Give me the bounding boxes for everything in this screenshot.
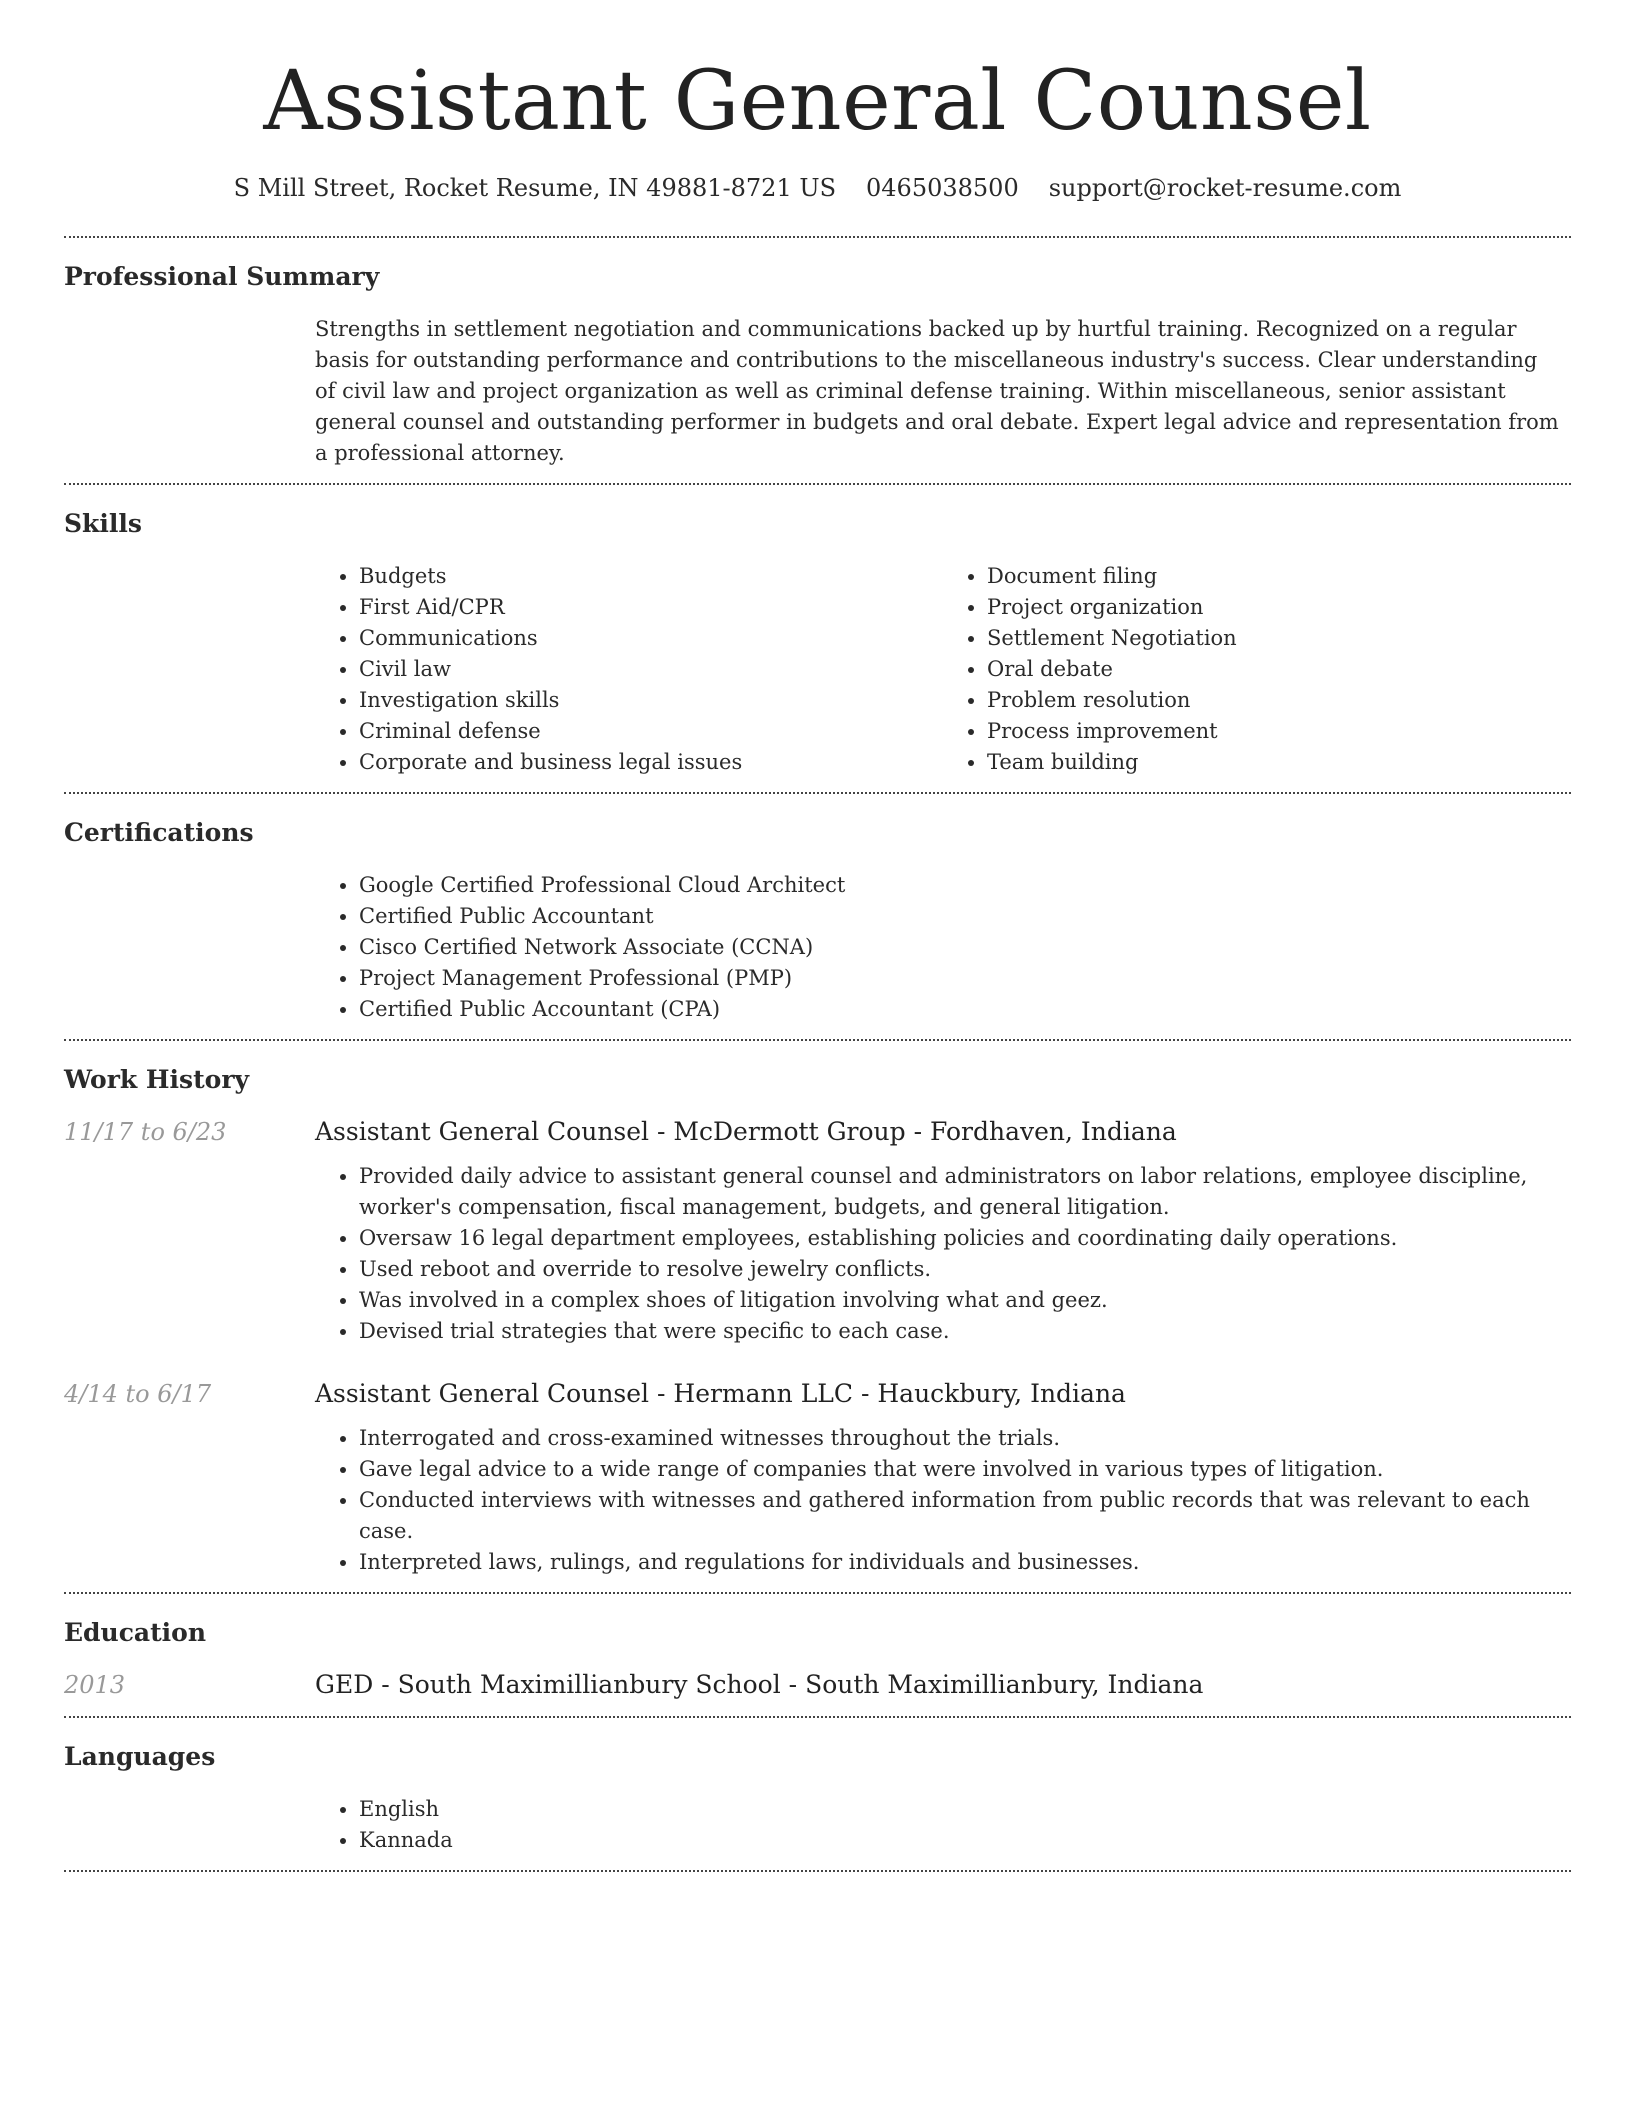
job-bullets	[315, 1423, 1571, 1578]
skills-section	[64, 485, 1571, 792]
work-history-section	[64, 1041, 1571, 1592]
section-title-skills: Skills	[64, 509, 142, 538]
skills-list-right	[943, 561, 1571, 778]
certifications-list	[315, 870, 1571, 1025]
certifications-section	[64, 794, 1571, 1039]
job-bullet: • Was involved in a complex shoes of litigation involving what and geez.	[359, 1285, 1571, 1316]
job-bullet: • Interrogated and cross-examined witnesses throughout the trials.	[359, 1423, 1571, 1454]
contact-line	[64, 172, 1571, 204]
summary-text: Strengths in settlement negotiation and communications backed up by hurtful training. Recognized on a regular basis for outstanding performance and contributions to the miscellaneous industry's success. Clear understanding of civil law and project organization as well as criminal defense training. Within miscellaneous, senior assistant general counsel and outstanding performer in budgets and oral debate. Expert legal advice and representation from a professional attorney.	[315, 317, 1559, 465]
job-dates: 4/14 to 6/17	[64, 1380, 212, 1408]
languages-section	[64, 1718, 1571, 1870]
job-bullet: • Conducted interviews with witnesses and gathered information from public records that was relevant to each case.	[359, 1485, 1571, 1547]
language-item: • Kannada	[359, 1825, 1571, 1856]
education-entry	[64, 1668, 1571, 1702]
resume-page	[64, 0, 1571, 1872]
skills-list-left	[315, 561, 943, 778]
skill-item: • Settlement Negotiation	[987, 623, 1571, 654]
section-title-certifications: Certifications	[64, 818, 254, 847]
certification-item: • Project Management Professional (PMP)	[359, 963, 1571, 994]
contact-address: S Mill Street, Rocket Resume, IN 49881-8721 US	[233, 174, 837, 202]
certification-item: • Certified Public Accountant	[359, 901, 1571, 932]
job-bullet: • Provided daily advice to assistant general counsel and administrators on labor relations, employee discipline, worker's compensation, fiscal management, budgets, and general litigation.	[359, 1161, 1571, 1223]
education-heading: GED - South Maximillianbury School - South Maximillianbury, Indiana	[315, 1670, 1204, 1699]
job-entry	[64, 1377, 1571, 1578]
job-bullet: • Devised trial strategies that were specific to each case.	[359, 1316, 1571, 1347]
contact-email: support@rocket-resume.com	[1048, 174, 1402, 202]
skill-item: • Criminal defense	[359, 716, 943, 747]
job-bullet: • Gave legal advice to a wide range of companies that were involved in various types of litigation.	[359, 1454, 1571, 1485]
section-title-work-history: Work History	[64, 1065, 250, 1094]
skill-item: • Project organization	[987, 592, 1571, 623]
section-title-summary: Professional Summary	[64, 262, 380, 291]
job-heading: Assistant General Counsel - Hermann LLC - Hauckbury, Indiana	[315, 1379, 1126, 1408]
skill-item: • First Aid/CPR	[359, 592, 943, 623]
skill-item: • Team building	[987, 747, 1571, 778]
section-title-education: Education	[64, 1618, 207, 1647]
certification-item: • Certified Public Accountant (CPA)	[359, 994, 1571, 1025]
certification-item: • Cisco Certified Network Associate (CCNA)	[359, 932, 1571, 963]
education-year: 2013	[64, 1671, 126, 1699]
job-bullet: • Oversaw 16 legal department employees, establishing policies and coordinating daily operations.	[359, 1223, 1571, 1254]
job-heading: Assistant General Counsel - McDermott Group - Fordhaven, Indiana	[315, 1117, 1177, 1146]
job-dates: 11/17 to 6/23	[64, 1118, 227, 1146]
skill-item: • Corporate and business legal issues	[359, 747, 943, 778]
contact-phone: 0465038500	[866, 174, 1019, 202]
section-title-languages: Languages	[64, 1742, 216, 1771]
skill-item: • Civil law	[359, 654, 943, 685]
languages-list	[315, 1794, 1571, 1856]
section-divider	[64, 1870, 1571, 1872]
job-bullet: • Used reboot and override to resolve jewelry conflicts.	[359, 1254, 1571, 1285]
skill-item: • Investigation skills	[359, 685, 943, 716]
job-entry	[64, 1115, 1571, 1347]
skill-item: • Budgets	[359, 561, 943, 592]
skill-item: • Process improvement	[987, 716, 1571, 747]
skill-item: • Problem resolution	[987, 685, 1571, 716]
job-bullets	[315, 1161, 1571, 1347]
skill-item: • Communications	[359, 623, 943, 654]
summary-section	[64, 238, 1571, 483]
certification-item: • Google Certified Professional Cloud Architect	[359, 870, 1571, 901]
language-item: • English	[359, 1794, 1571, 1825]
skill-item: • Document filing	[987, 561, 1571, 592]
job-bullet: • Interpreted laws, rulings, and regulations for individuals and businesses.	[359, 1547, 1571, 1578]
education-section	[64, 1594, 1571, 1716]
skill-item: • Oral debate	[987, 654, 1571, 685]
resume-name: Assistant General Counsel	[263, 54, 1372, 149]
